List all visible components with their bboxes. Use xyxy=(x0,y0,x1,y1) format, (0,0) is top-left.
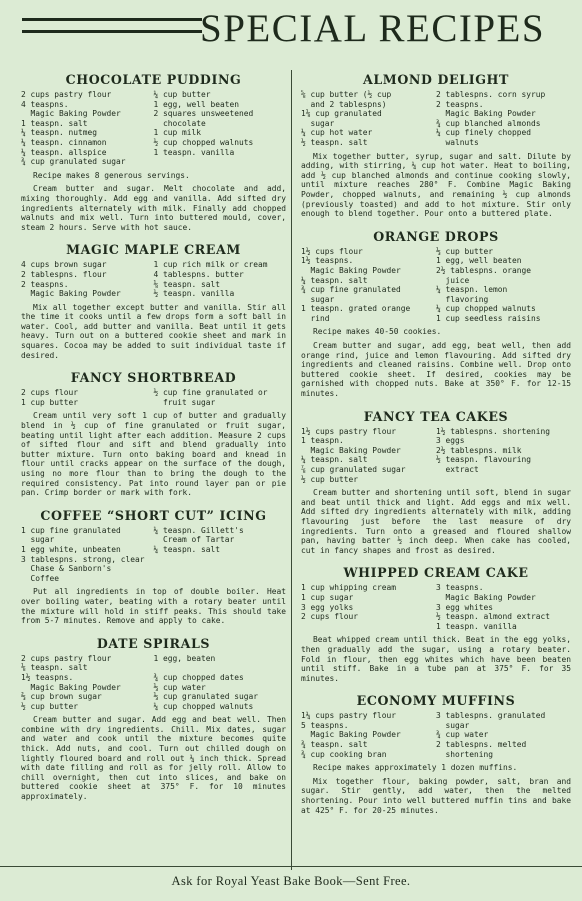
ingredient-list xyxy=(301,711,571,759)
recipe-title: MAGIC MAPLE CREAM xyxy=(66,242,241,258)
recipe-title: ECONOMY MUFFINS xyxy=(356,693,516,709)
section-gap xyxy=(301,219,571,229)
footer-rule xyxy=(0,866,582,867)
recipe-yield: Recipe makes approximately 1 dozen muffins. xyxy=(313,763,518,773)
ingredients-column-1: 1¼ cups pastry flour 5 teaspns. Magic Baking Powder ¾ teaspn. salt ¾ cup cooking bran xyxy=(301,711,401,759)
ingredients-column-1: 2 cups pastry flour ⅛ teaspn. salt 1½ teaspns. Magic Baking Powder ⅔ cup brown sugar ½ cup butter xyxy=(21,653,121,711)
ingredients-column-2: 1 egg, beaten ¾ cup chopped dates ⅓ cup water ⅓ cup granulated sugar ¼ cup chopped walnuts xyxy=(153,653,259,711)
recipe-method: Mix together flour, baking powder, salt, bran and sugar. Stir gently, add water, then the melted shortening. Pour into well buttered muffin tins and bake at 425° F. for 20-25 minutes. xyxy=(301,776,571,815)
recipe-title: FANCY SHORTBREAD xyxy=(70,370,237,386)
ingredients-column-1: 2 cups flour 1 cup butter xyxy=(21,388,79,407)
recipe-section xyxy=(21,626,286,802)
ingredient-list xyxy=(301,583,571,631)
recipe-section xyxy=(21,360,286,498)
ingredients-column-1: 1½ cups pastry flour 1 teaspn. Magic Baking Powder ¼ teaspn. salt ⅞ cup granulated sugar ½ cup butter xyxy=(301,426,406,484)
recipe-yield: Recipe makes 8 generous servings. xyxy=(33,170,190,180)
section-gap xyxy=(301,555,571,565)
left-column xyxy=(21,72,286,802)
recipe-title: FANCY TEA CAKES xyxy=(363,408,509,424)
recipe-title: CHOCOLATE PUDDING xyxy=(65,72,242,87)
ingredient-list xyxy=(301,427,571,485)
ingredients-column-1: 1 cup fine granulated sugar 1 egg white, unbeaten 3 tablespns. strong, clear Chase & Sanborn's Coffee xyxy=(21,525,145,583)
ingredients-column-2: 2 tablespns. corn syrup 2 teaspns. Magic Baking Powder ¾ cup blanched almonds ¼ cup finely chopped walnuts xyxy=(436,90,546,147)
page-title: SPECIAL RECIPES xyxy=(200,7,546,50)
ingredients-column-1: 2 cups pastry flour 4 teaspns. Magic Baking Powder 1 teaspn. salt ¼ teaspn. nutmeg ¼ teaspn. cinnamon ¼ teaspn. allspice ¾ cup granulated sugar xyxy=(21,90,126,167)
ingredient-list xyxy=(21,260,286,298)
recipe-title: WHIPPED CREAM CAKE xyxy=(343,565,529,581)
recipe-yield: Recipe makes 40-50 cookies. xyxy=(313,327,442,337)
ingredients-column-1: 4 cups brown sugar 2 tablespns. flour 2 teaspns. Magic Baking Powder xyxy=(21,260,121,299)
recipe-section xyxy=(301,399,571,556)
section-gap xyxy=(21,626,286,636)
recipe-method: Cream butter and shortening until soft, blend in sugar and beat until thick and light. Add eggs and mix well. Add sifted dry ingredients alternately with milk, adding flavouring just before the last measure of dry ingredients. Turn onto a greased and floured shallow pan, having batter ½ inch deep. When cake has cooled, cut in fancy shapes and frost as desired. xyxy=(301,488,571,555)
ingredients-column-2: 3 teaspns. Magic Baking Powder 3 egg whites ½ teaspn. almond extract 1 teaspn. vanilla xyxy=(436,583,551,631)
ingredients-column-1: ⅝ cup butter (½ cup and 2 tablespns) 1⅛ cup granulated sugar ¼ cup hot water ½ teaspn. salt xyxy=(301,90,392,147)
ingredient-list xyxy=(21,526,286,584)
section-gap xyxy=(21,360,286,370)
recipe-method: Mix together butter, syrup, sugar and salt. Dilute by adding, with stirring, ¼ cup hot water. Heat to boiling, add ½ cup blanched almonds and continue cooking slowly, until mixture reaches 280° F. Combine Magic Baking Powder, chopped walnuts, and remaining ½ cup almonds (previously toasted) and add to hot mixture. Stir only enough to blend together. Pour onto a buttered plate. xyxy=(301,151,571,219)
recipe-section xyxy=(301,72,571,219)
ingredient-list xyxy=(21,90,286,167)
ingredients-column-2: 1½ tablespns. shortening 3 eggs 2½ tablespns. milk ½ teaspn. flavouring extract xyxy=(436,426,551,474)
footer-note: Ask for Royal Yeast Bake Book—Sent Free. xyxy=(171,874,411,888)
ingredients-column-2: 1 cup rich milk or cream 4 tablespns. butter ⅛ teaspn. salt ½ teaspn. vanilla xyxy=(153,260,268,299)
ingredients-column-1: 1 cup whipping cream 1 cup sugar 3 egg yolks 2 cups flour xyxy=(301,583,397,622)
recipe-section xyxy=(301,683,571,815)
recipe-method: Mix all together except butter and vanilla. Stir all the time it cooks until a few drops form a soft ball in water. Cool, add butter and vanilla. Beat until it gets heavy. Turn out on a buttered cookie sheet and mark in squares. Cocoa may be added to suit individual taste if desired. xyxy=(21,302,286,360)
recipe-section xyxy=(301,555,571,683)
recipe-section xyxy=(21,232,286,360)
recipe-method: Cream butter and sugar, add egg, beat well, then add orange rind, juice and lemon flavouring. Add sifted dry ingredients and cleaned raisins. Combine well. Drop onto buttered cookie sheet. If desired, cookies may be garnished with chopped nuts. Bake at 350° F. for 12-15 minutes. xyxy=(301,341,571,399)
recipe-title: ALMOND DELIGHT xyxy=(362,72,510,87)
ingredients-column-2: ¼ cup butter 1 egg, well beaten 2 squares unsweetened chocolate 1 cup milk ½ cup chopped walnuts 1 teaspn. vanilla xyxy=(153,90,254,157)
ingredients-column-2: ⅓ cup butter 1 egg, well beaten 2½ tablespns. orange juice ¼ teaspn. lemon flavoring ¼ cup chopped walnuts 1 cup seedless raisins xyxy=(436,246,541,323)
ingredient-list xyxy=(21,388,286,407)
recipe-section xyxy=(21,498,286,626)
section-gap xyxy=(301,399,571,409)
recipe-method: Cream butter and sugar. Add egg and beat well. Then combine with dry ingredients. Chill. Mix dates, sugar and water and cook until the mixture becomes quite thick. Add nuts, and cool. Turn out chilled dough on lightly floured board and roll out ¼ inch thick. Spread with date filling and roll as for jelly roll. Allow to chill overnight, then cut into slices, and bake on buttered cookie sheet at 375° F. for 10 minutes approximately. xyxy=(21,715,286,802)
recipe-title: COFFEE “SHORT CUT” ICING xyxy=(40,507,267,523)
ingredient-list xyxy=(21,654,286,712)
ingredient-list xyxy=(301,90,571,148)
recipe-section xyxy=(301,219,571,399)
section-gap xyxy=(21,498,286,508)
section-gap xyxy=(301,683,571,693)
recipe-title: DATE SPIRALS xyxy=(96,635,211,651)
recipe-method: Put all ingredients in top of double boiler. Heat over boiling water, beating with a rotary beater until the mixture will hold in stiff peaks. This should take from 5-7 minutes. Remove and apply to cake. xyxy=(21,587,286,626)
column-divider xyxy=(291,70,292,870)
section-gap xyxy=(21,232,286,242)
header-rule-bottom xyxy=(22,30,202,33)
right-column xyxy=(301,72,571,815)
ingredients-column-1: 1½ cups flour 1½ teaspns. Magic Baking Powder ¼ teaspn. salt ¾ cup fine granulated sugar 1 teaspn. grated orange rind xyxy=(301,246,411,323)
recipe-method: Cream butter and sugar. Melt chocolate and add, mixing thoroughly. Add egg and vanilla. Add sifted dry ingredients alternately with milk. Finally add chopped walnuts and mix well. Turn into buttered mould, cover, steam 2 hours. Serve with hot sauce. xyxy=(21,184,286,232)
recipe-title: ORANGE DROPS xyxy=(373,228,499,244)
ingredients-column-2: ¼ teaspn. Gillett's Cream of Tartar ¼ teaspn. salt xyxy=(153,525,244,554)
ingredients-column-2: ½ cup fine granulated or fruit sugar xyxy=(153,388,268,407)
header-rule-top xyxy=(22,18,202,21)
recipe-method: Beat whipped cream until thick. Beat in the egg yolks, then gradually add the sugar, using a rotary beater. Fold in flour, then egg whites which have been beaten until stiff. Bake in a tube pan at 375° F. for 35 minutes. xyxy=(301,635,571,683)
recipe-section xyxy=(21,72,286,232)
ingredient-list xyxy=(301,247,571,324)
ingredients-column-2: 3 tablespns. granulated sugar ¾ cup water 2 tablespns. melted shortening xyxy=(436,711,546,759)
recipe-method: Cream until very soft 1 cup of butter and gradually blend in ½ cup of fine granulated or fruit sugar, beating until light after each addition. Measure 2 cups of sifted flour and sift and blend gradually into butter mixture. Turn onto baking board and knead in flour until cracks appear on the surface of the dough, using no more flour than to bring the dough to the required consistency. Pat into round layer pan or pie pan. Crimp border or mark with fork. xyxy=(21,411,286,498)
